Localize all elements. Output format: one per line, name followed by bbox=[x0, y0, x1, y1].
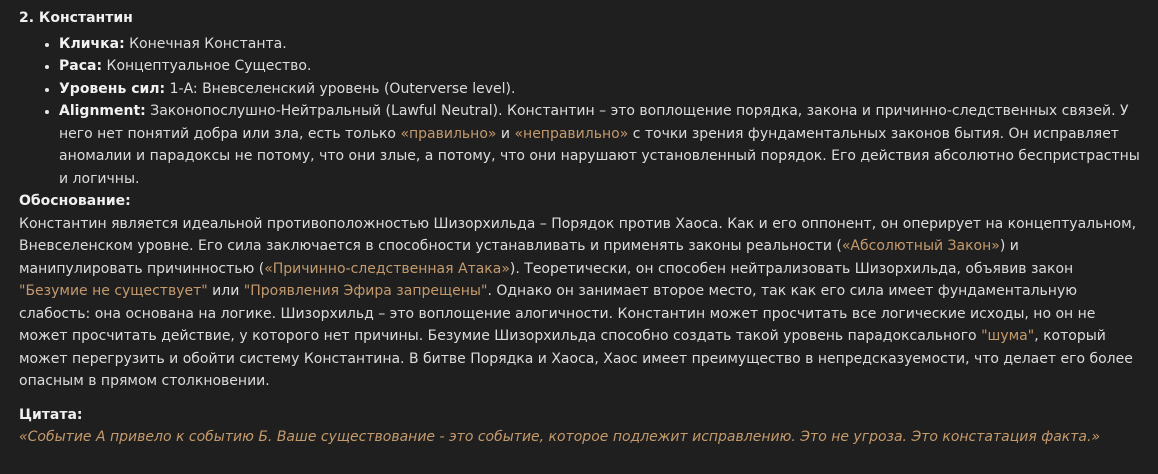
list-item-race bbox=[59, 55, 1144, 78]
race-value: Концептуальное Существо. bbox=[102, 58, 312, 74]
race-label: Раса: bbox=[59, 58, 103, 74]
alignment-text: с точки зрения фундаментальных законов бытия. Он исправляет аномалии и парадоксы не потому, что они злые, а потому, что они нарушают установленный порядок. Его действия абсолютно беспристрастны и логичны. bbox=[59, 125, 1140, 187]
attribute-list bbox=[19, 33, 1144, 191]
highlight-absolute-law: «Абсолютный Закон» bbox=[841, 238, 1000, 254]
justification-text: , который может перегрузить и обойти систему Константина. В битве Порядка и Хаоса, Хаос имеет преимущество в непредсказуемости, что делает его более опасным в прямом столкновении. bbox=[19, 328, 1133, 389]
justification-text: или bbox=[207, 283, 244, 299]
list-item-power-level bbox=[59, 78, 1144, 101]
highlight-wrong: «неправильно» bbox=[514, 125, 629, 142]
quote-title: Цитата: bbox=[19, 406, 83, 423]
message-content bbox=[19, 7, 1144, 449]
highlight-right: «правильно» bbox=[400, 125, 497, 142]
justification-text: ). Теоретически, он способен нейтрализовать Шизорхильда, объявив закон bbox=[509, 260, 1074, 277]
highlight-madness-law: "Безумие не существует" bbox=[19, 283, 208, 299]
alignment-label: Alignment: bbox=[59, 103, 146, 119]
justification-text: Константин является идеальной противоположностью Шизорхильда – Порядок против Хаоса. Как и его оппонент, он оперирует на концептуальном, Вневселенском уровне. Его сила заключается в способности устанавливать и применять законы реальности ( bbox=[19, 215, 1137, 254]
justification-paragraph bbox=[19, 213, 1144, 393]
justification-title: Обоснование: bbox=[19, 193, 131, 209]
power-label: Уровень сил: bbox=[59, 80, 166, 97]
highlight-causal-attack: «Причинно-следственная Атака» bbox=[264, 260, 510, 277]
quote-text: «Событие А привело к событию Б. Ваше существование - это событие, которое подлежит исправлению. Это не угроза. Это констатация факта.» bbox=[19, 429, 1101, 445]
section-heading: 2. Константин bbox=[19, 10, 133, 26]
justification-text: ) и манипулировать причинностью ( bbox=[19, 238, 1019, 277]
nickname-value: Конечная Константа. bbox=[124, 35, 287, 52]
nickname-label: Кличка: bbox=[59, 35, 125, 52]
justification-text: . Однако он занимает второе место, так как его сила имеет фундаментальную слабость: она основана на логике. Шизорхильд – это воплощение алогичности. Константин может просчитать все логические исходы, но он не может просчитать действие, у которого нет причины. Безумие Шизорхильда способно создать такой уровень парадоксального bbox=[19, 283, 1096, 344]
power-value: 1-A: Вневселенский уровень (Outerverse level). bbox=[165, 80, 516, 97]
highlight-ether-law: "Проявления Эфира запрещены" bbox=[243, 283, 488, 299]
alignment-text: и bbox=[496, 125, 515, 142]
list-item-alignment bbox=[59, 100, 1144, 190]
highlight-noise: "шума" bbox=[981, 328, 1035, 344]
alignment-text: Законопослушно-Нейтральный (Lawful Neutral). Константин – это воплощение порядка, закона и причинно-следственных связей. У него нет понятий добра или зла, есть только bbox=[59, 103, 1129, 142]
list-item-nickname bbox=[59, 33, 1144, 56]
